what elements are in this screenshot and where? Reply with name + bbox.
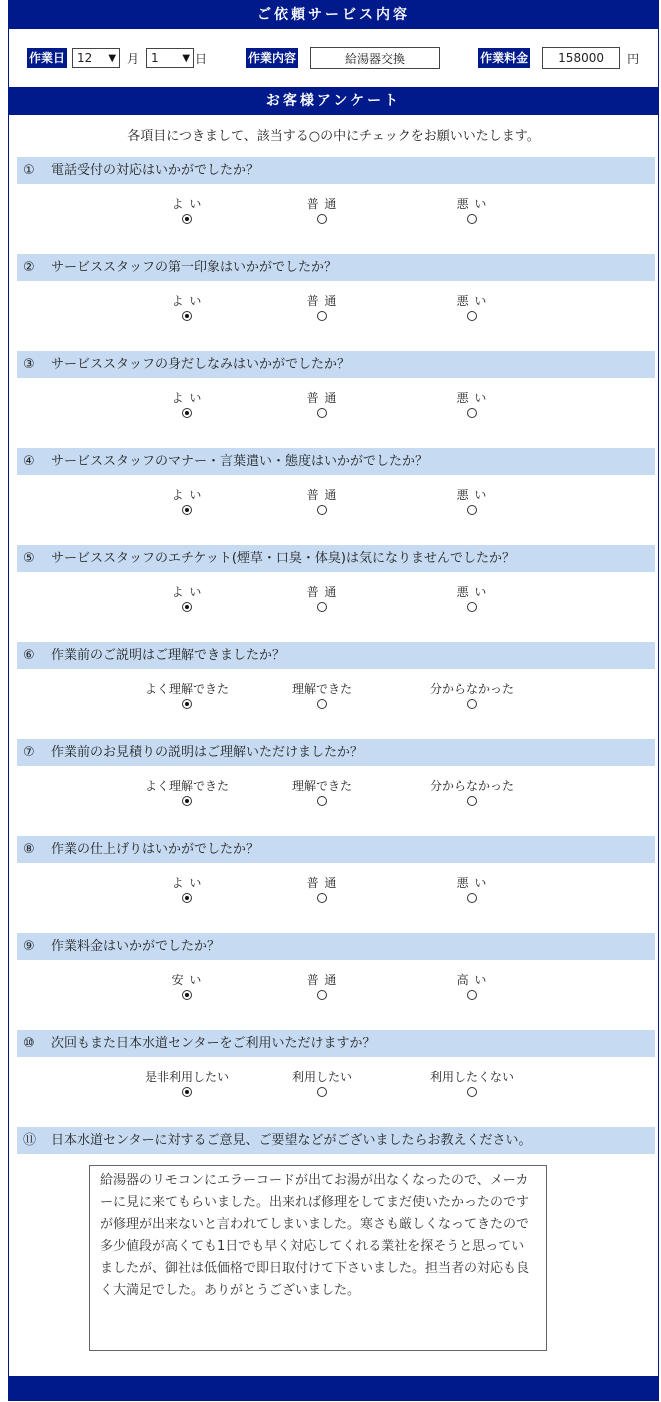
question-text: 次回もまた日本水道センターをご利用いただけますか？ [51, 1036, 376, 1051]
q9-option-1[interactable]: 安 い [127, 972, 247, 1000]
work-fee-field[interactable] [542, 47, 620, 69]
question-number: ① [23, 163, 35, 178]
question-number: ⑦ [23, 745, 35, 760]
radio-button[interactable] [182, 408, 192, 418]
comment-textarea[interactable]: 給湯器のリモコンにエラーコードが出てお湯が出なくなったので、メーカーに見に来てもらいました。出来れば修理をしてまだ使いたかったのですが修理が出来ないと言われてしまいました。寒さも厳しくなってきたので多少値段が高くても1日でも早く対応してくれる業社を探そうと思っていましたが、御社は低価格で即日取付けて下さいました。担当者の対応も良く大満足でした。ありがとうございました。 [89, 1165, 547, 1351]
radio-button[interactable] [467, 311, 477, 321]
question-10 [17, 1030, 655, 1057]
radio-button[interactable] [317, 408, 327, 418]
service-title: ご依頼サービス内容 [257, 7, 410, 23]
radio-button[interactable] [467, 796, 477, 806]
q3-option-3[interactable]: 悪 い [412, 390, 532, 418]
q2-option-1[interactable]: よ い [127, 293, 247, 321]
radio-button[interactable] [467, 893, 477, 903]
q3-option-2[interactable]: 普 通 [262, 390, 382, 418]
radio-button[interactable] [317, 602, 327, 612]
radio-button[interactable] [317, 505, 327, 515]
radio-button[interactable] [182, 602, 192, 612]
question-text: 作業料金はいかがでしたか？ [51, 939, 221, 954]
q2-option-2[interactable]: 普 通 [262, 293, 382, 321]
q8-option-3[interactable]: 悪 い [412, 875, 532, 903]
radio-button[interactable] [317, 311, 327, 321]
question-7 [17, 739, 655, 766]
radio-button[interactable] [317, 893, 327, 903]
question-9 [17, 933, 655, 960]
radio-button[interactable] [182, 893, 192, 903]
question-text: サービススタッフの第一印象はいかがでしたか？ [51, 260, 338, 275]
radio-button[interactable] [182, 990, 192, 1000]
question-11 [17, 1127, 655, 1154]
q1-option-3[interactable]: 悪 い [412, 196, 532, 224]
q2-option-3[interactable]: 悪 い [412, 293, 532, 321]
q10-option-3[interactable]: 利用したくない [412, 1069, 532, 1097]
q6-option-3[interactable]: 分からなかった [412, 681, 532, 709]
day-value: 1 [151, 51, 159, 65]
question-number: ⑪ [23, 1133, 37, 1148]
question-text: サービススタッフのエチケット(煙草・口臭・体臭)は気になりませんでしたか？ [51, 551, 515, 566]
q4-option-3[interactable]: 悪 い [412, 487, 532, 515]
question-1 [17, 157, 655, 184]
q8-option-1[interactable]: よ い [127, 875, 247, 903]
work-content-field[interactable] [310, 47, 440, 69]
work-fee-value: 158000 [558, 51, 604, 65]
radio-button[interactable] [467, 408, 477, 418]
radio-button[interactable] [182, 214, 192, 224]
q3-option-1[interactable]: よ い [127, 390, 247, 418]
service-header [9, 1, 658, 29]
question-text: 日本水道センターに対するご意見、ご要望などがございましたらお教えください。 [51, 1133, 532, 1148]
question-4 [17, 448, 655, 475]
question-text: 作業前のご説明はご理解できましたか？ [51, 648, 286, 663]
survey-header [9, 87, 658, 115]
radio-button[interactable] [467, 505, 477, 515]
question-number: ③ [23, 357, 35, 372]
question-number: ⑨ [23, 939, 35, 954]
question-number: ⑤ [23, 551, 35, 566]
question-number: ② [23, 260, 35, 275]
radio-button[interactable] [317, 699, 327, 709]
q7-option-3[interactable]: 分からなかった [412, 778, 532, 806]
q5-option-1[interactable]: よ い [127, 584, 247, 612]
question-number: ⑧ [23, 842, 35, 857]
chevron-down-icon: ▼ [182, 52, 191, 64]
question-number: ⑩ [23, 1036, 35, 1051]
radio-button[interactable] [317, 990, 327, 1000]
work-date-label: 作業日 [27, 48, 67, 68]
q4-option-2[interactable]: 普 通 [262, 487, 382, 515]
radio-button[interactable] [467, 990, 477, 1000]
work-fee-label: 作業料金 [478, 48, 530, 68]
q7-option-2[interactable]: 理解できた [262, 778, 382, 806]
radio-button[interactable] [182, 796, 192, 806]
radio-button[interactable] [467, 699, 477, 709]
radio-button[interactable] [467, 214, 477, 224]
question-text: サービススタッフのマナー・言葉遣い・態度はいかがでしたか？ [51, 454, 429, 469]
question-5 [17, 545, 655, 572]
work-info-row [27, 47, 639, 69]
radio-button[interactable] [317, 1087, 327, 1097]
radio-button[interactable] [182, 699, 192, 709]
question-3 [17, 351, 655, 378]
q5-option-3[interactable]: 悪 い [412, 584, 532, 612]
work-content-value: 給湯器交換 [345, 51, 406, 66]
q5-option-2[interactable]: 普 通 [262, 584, 382, 612]
month-unit: 月 [127, 51, 140, 66]
survey-instruction: 各項目につきまして、該当する○の中にチェックをお願いいたします。 [127, 129, 540, 144]
question-text: 作業前のお見積りの説明はご理解いただけましたか？ [51, 745, 364, 760]
fee-unit: 円 [627, 51, 640, 66]
q8-option-2[interactable]: 普 通 [262, 875, 382, 903]
work-content-label: 作業内容 [246, 48, 298, 68]
q4-option-1[interactable]: よ い [127, 487, 247, 515]
footer-bar [9, 1376, 658, 1400]
question-8 [17, 836, 655, 863]
question-text: 作業の仕上げりはいかがでしたか？ [51, 842, 260, 857]
q10-option-2[interactable]: 利用したい [262, 1069, 382, 1097]
q9-option-2[interactable]: 普 通 [262, 972, 382, 1000]
radio-button[interactable] [317, 796, 327, 806]
day-unit: 日 [195, 51, 208, 66]
radio-button[interactable] [467, 602, 477, 612]
question-text: 電話受付の対応はいかがでしたか？ [51, 163, 260, 178]
day-select[interactable] [146, 48, 194, 68]
q10-option-1[interactable]: 是非利用したい [127, 1069, 247, 1097]
q9-option-3[interactable]: 高 い [412, 972, 532, 1000]
survey-form [8, 0, 659, 1401]
q6-option-1[interactable]: よく理解できた [127, 681, 247, 709]
question-number: ⑥ [23, 648, 35, 663]
radio-button[interactable] [182, 311, 192, 321]
q1-option-1[interactable]: よ い [127, 196, 247, 224]
month-value: 12 [77, 51, 93, 65]
q6-option-2[interactable]: 理解できた [262, 681, 382, 709]
radio-button[interactable] [317, 214, 327, 224]
radio-button[interactable] [182, 1087, 192, 1097]
chevron-down-icon: ▼ [108, 52, 117, 64]
month-select[interactable] [72, 48, 120, 68]
q7-option-1[interactable]: よく理解できた [127, 778, 247, 806]
radio-button[interactable] [182, 505, 192, 515]
survey-title: お客様アンケート [265, 93, 402, 109]
question-6 [17, 642, 655, 669]
question-2 [17, 254, 655, 281]
question-text: サービススタッフの身だしなみはいかがでしたか？ [51, 357, 351, 372]
question-number: ④ [23, 454, 35, 469]
q1-option-2[interactable]: 普 通 [262, 196, 382, 224]
radio-button[interactable] [467, 1087, 477, 1097]
